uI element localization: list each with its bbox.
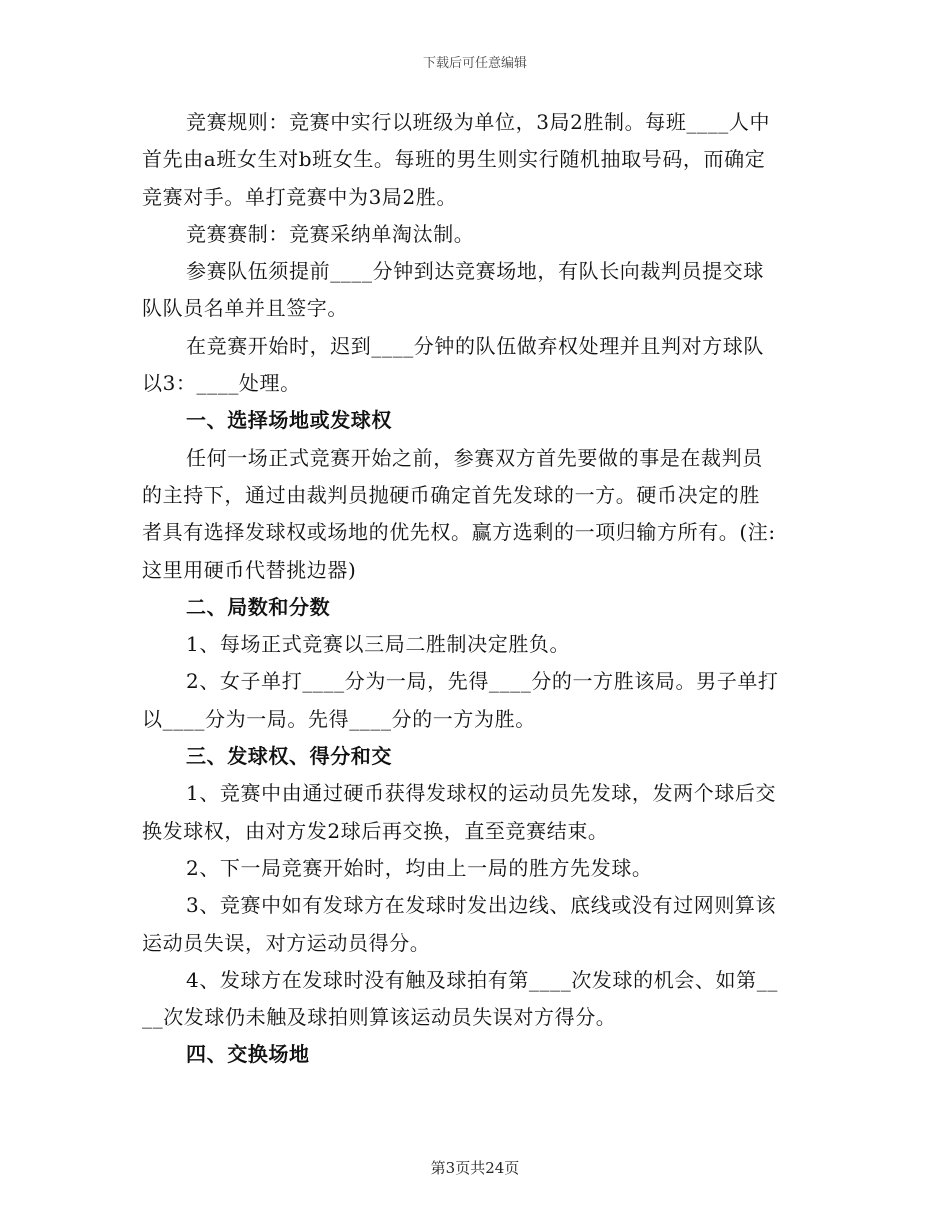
paragraph-line: 这里用硬币代替挑边器) [142, 557, 357, 582]
paragraph-line: 2、女子单打____分为一局，先得____分的一方胜该局。男子单打 [186, 669, 779, 694]
paragraph-line: 运动员失误，对方运动员得分。 [142, 930, 431, 955]
paragraph-line: 4、发球方在发球时没有触及球拍有第____次发球的机会、如第__ [186, 967, 778, 992]
page-footer: 第3页共24页 [430, 1159, 520, 1177]
paragraph-line: 3、竞赛中如有发球方在发球时发出边线、底线或没有过网则算该 [186, 893, 777, 918]
paragraph-line: 1、竞赛中由通过硬币获得发球权的运动员先发球，发两个球后交 [186, 781, 777, 806]
paragraph-line: __次发球仍未触及球拍则算该运动员失误对方得分。 [142, 1005, 617, 1030]
paragraph-line: 队队员名单并且签字。 [142, 296, 348, 321]
paragraph-line: 在竞赛开始时，迟到____分钟的队伍做弃权处理并且判对方球队 [186, 333, 764, 358]
paragraph-line: 以____分为一局。先得____分的一方为胜。 [142, 706, 536, 731]
paragraph-line: 竞赛对手。单打竞赛中为3局2胜。 [142, 184, 458, 209]
paragraph-line: 者具有选择发球权或场地的优先权。赢方选剩的一项归输方所有。(注: [142, 520, 776, 545]
paragraph-line: 任何一场正式竞赛开始之前，参赛双方首先要做的事是在裁判员 [186, 445, 763, 470]
paragraph-line: 1、每场正式竞赛以三局二胜制决定胜负。 [186, 632, 571, 657]
section-heading: 四、交换场地 [186, 1042, 310, 1067]
section-heading: 二、局数和分数 [186, 594, 331, 619]
paragraph-line: 竞赛规则：竞赛中实行以班级为单位，3局2胜制。每班____人中 [186, 110, 771, 134]
section-heading: 三、发球权、得分和交 [186, 744, 392, 769]
paragraph-line: 竞赛赛制：竞赛采纳单淘汰制。 [186, 221, 475, 246]
document-body [142, 104, 822, 1074]
paragraph-line: 2、下一局竞赛开始时，均由上一局的胜方先发球。 [186, 855, 653, 880]
paragraph-line: 以3：____处理。 [142, 371, 301, 396]
paragraph-line: 的主持下，通过由裁判员抛硬币确定首先发球的一方。硬币决定的胜 [142, 482, 760, 507]
paragraph-line: 首先由a班女生对b班女生。每班的男生则实行随机抽取号码，而确定 [142, 147, 766, 172]
paragraph-line: 参赛队伍须提前____分钟到达竞赛场地，有队长向裁判员提交球 [186, 259, 764, 284]
page-header: 下载后可任意编辑 [422, 56, 527, 71]
section-heading: 一、选择场地或发球权 [186, 408, 392, 433]
paragraph-line: 换发球权，由对方发2球后再交换，直至竞赛结束。 [142, 818, 609, 843]
